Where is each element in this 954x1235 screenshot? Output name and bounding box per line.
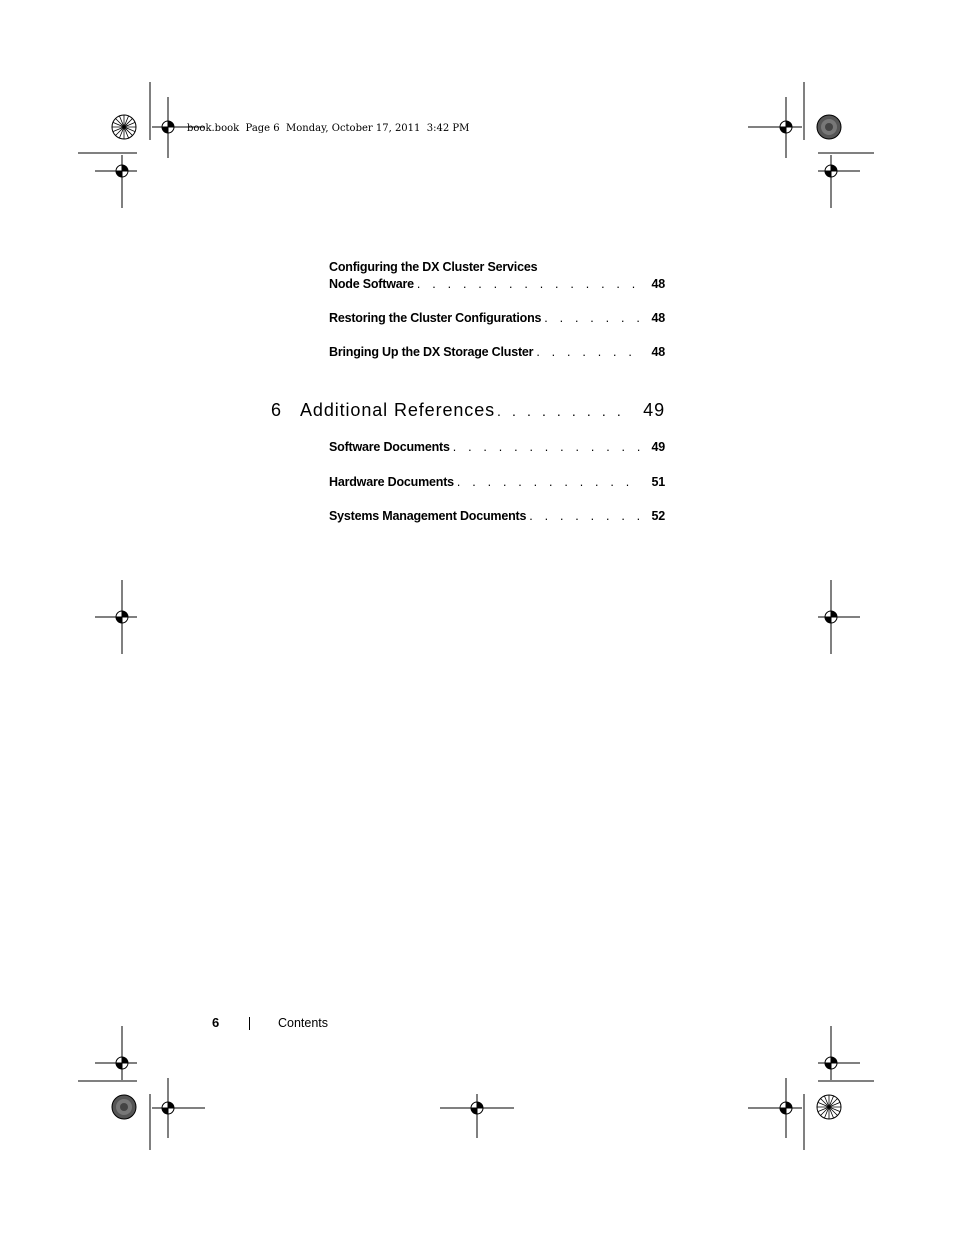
- chapter-number: 6: [271, 400, 282, 420]
- toc-entry[interactable]: [329, 509, 665, 526]
- chapter-title: Additional References: [300, 400, 496, 420]
- toc-entry[interactable]: [329, 260, 665, 294]
- toc-entry-label: Hardware Documents: [329, 475, 454, 489]
- dot-leader: [529, 509, 641, 523]
- footer-section-label: Contents: [278, 1016, 329, 1030]
- dot-leader: [497, 403, 633, 419]
- toc-chapter[interactable]: [271, 400, 665, 421]
- color-bar-mark: [112, 115, 136, 139]
- toc-entry-label: Systems Management Documents: [329, 509, 527, 523]
- print-slug: book.book Page 6 Monday, October 17, 2011 3:42 PM: [187, 123, 470, 134]
- toc-page-number: 48: [651, 311, 665, 325]
- dot-leader: [544, 311, 641, 325]
- toc-page-number: 49: [651, 440, 665, 454]
- toc-entry-label: Bringing Up the DX Storage Cluster: [329, 345, 534, 359]
- dot-leader: [536, 345, 641, 359]
- toc-entry[interactable]: [329, 311, 665, 328]
- chapter-page-number: 49: [643, 400, 665, 420]
- toc-entry[interactable]: [329, 345, 665, 362]
- toc-page-number: 48: [651, 345, 665, 359]
- toc-entry-label: Restoring the Cluster Configurations: [329, 311, 542, 325]
- toc-page-number: 52: [651, 509, 665, 523]
- footer-divider: [249, 1017, 250, 1030]
- toc-page-number: 51: [651, 475, 665, 489]
- toc-entry-label: Node Software: [329, 277, 414, 291]
- toc-page-number: 48: [651, 277, 665, 291]
- toc-entry-label: Software Documents: [329, 440, 450, 454]
- toc-entry[interactable]: [329, 475, 665, 492]
- dot-leader: [457, 475, 641, 489]
- toc-entry[interactable]: [329, 440, 665, 457]
- toc-entry-line1: [329, 260, 665, 277]
- dot-leader: [453, 440, 641, 454]
- footer-page-number: 6: [212, 1015, 220, 1030]
- toc-entry-label: Configuring the DX Cluster Services: [329, 260, 538, 274]
- toc-entry-line2: [329, 277, 665, 294]
- dot-leader: [417, 277, 641, 291]
